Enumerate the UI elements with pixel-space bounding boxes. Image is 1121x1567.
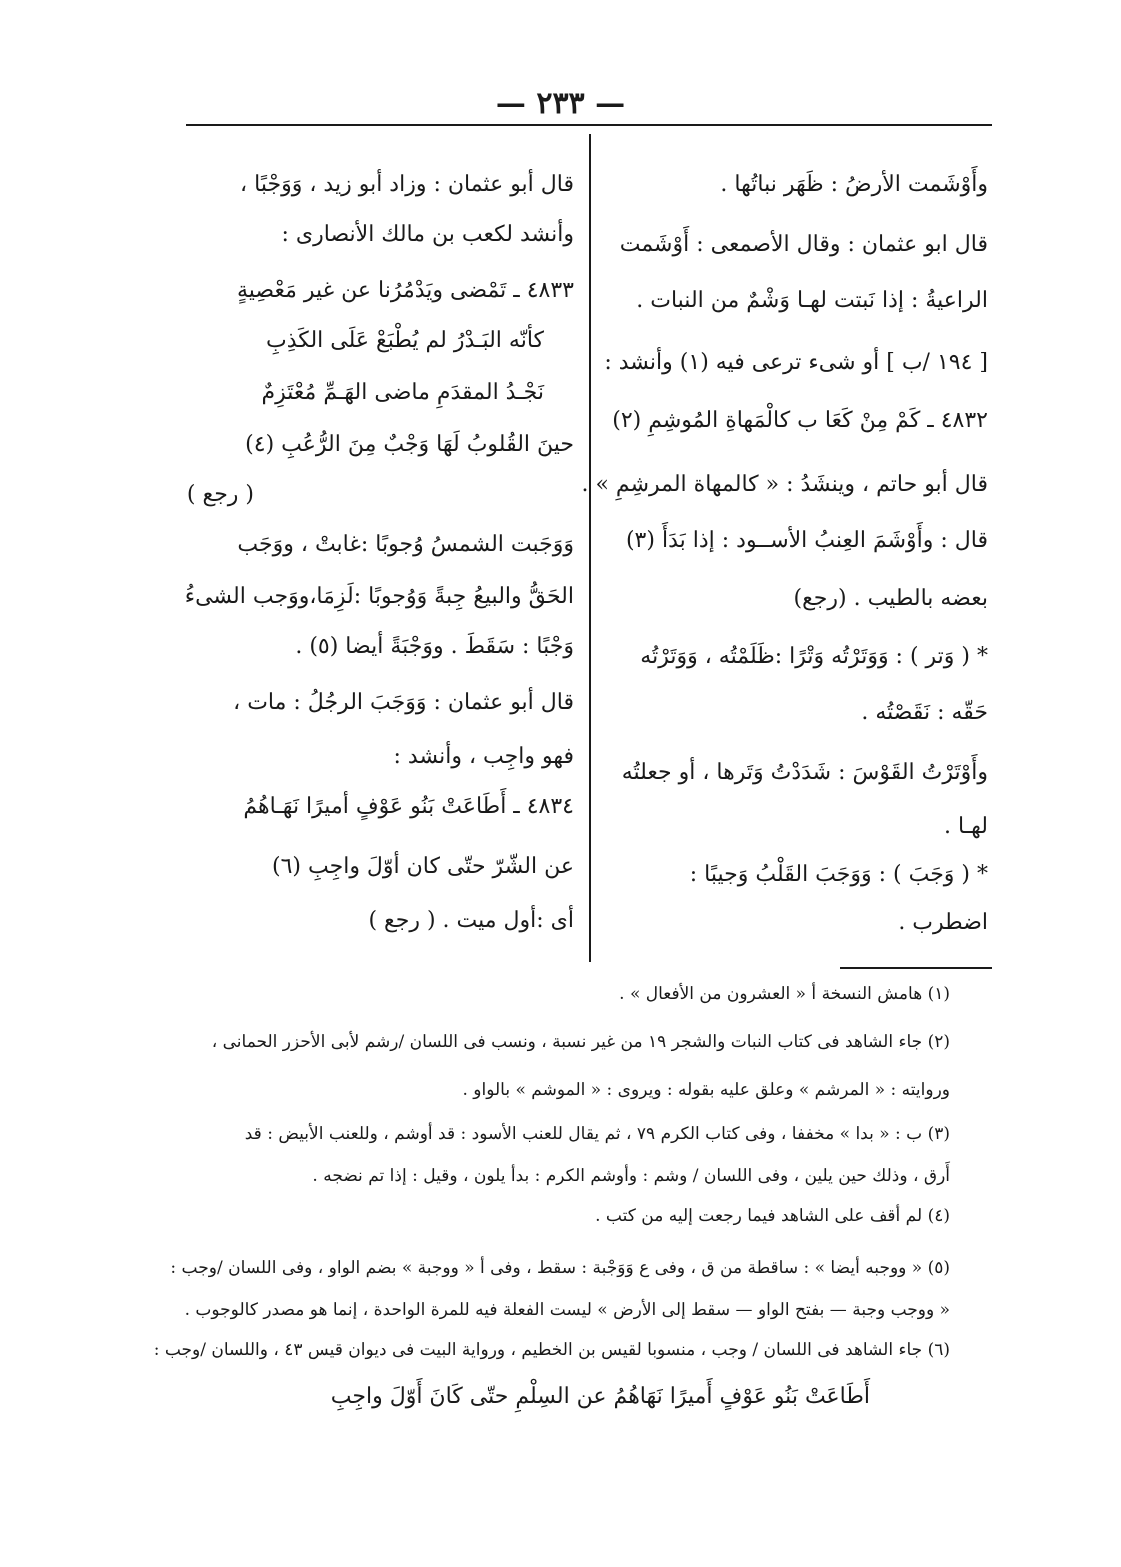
verse-line: ٤٨٣٢ ـ كَمْ مِنْ كَعَا ب كالْمَهاةِ المُوشِمِ (٢) (612, 408, 988, 433)
verse-line: حينَ القُلوبُ لَهَا وَجْبٌ مِنَ الرُّعُبِ (٤) (245, 432, 574, 457)
text-line: لهـا . (944, 814, 988, 839)
footnote-rule (840, 967, 992, 969)
text-line: وَجْبًا : سَقَطَ . ووَجْبَةً أيضا (٥) . (295, 634, 574, 659)
text-line: حَقّه : نَقَصْتُه . (861, 700, 988, 725)
text-line: وأَوْشَمت الأرضُ : ظَهَر نباتُها . (720, 172, 988, 197)
text-line: بعضه بالطيب . (رجع) (793, 586, 988, 611)
text-line: وَوَجَبت الشمسُ وُجوبًا :غابتْ ، ووَجَب (237, 532, 574, 557)
verse-line: كأنّه البَـدْرُ لم يُطْبَعْ عَلَى الكَذِبِ (266, 328, 544, 353)
text-line: قال : وأَوْشَمَ العِنبُ الأســود : إذا بَدَأَ (٣) (625, 528, 988, 553)
footnote: وروايته : « المرشم » وعلق عليه بقوله : ويروى : « الموشم » بالواو . (462, 1080, 950, 1100)
footnote: أَرق ، وذلك حين يلين ، وفى اللسان / وشم : وأوشم الكرم : بدأ يلون ، وقيل : إذا تم نضجه . (312, 1166, 950, 1186)
text-line: الحَقُّ والبيعُ جِبةً وَوُجوبًا :لَزِمَا،ووَجب الشىءُ (184, 584, 574, 609)
page-number: — ٢٣٣ — (495, 86, 626, 121)
text-line: قال أبو حاتم ، وينشَدُ : « كالمهاة المرشِمِ » . (581, 472, 988, 497)
verse-line: ٤٨٣٤ ـ أَطَاعَتْ بَنُو عَوْفٍ أميرًا نَهَـاهُمُ (243, 794, 574, 819)
verse-line: ٤٨٣٣ ـ تَمْضى ويَدْمُرُنا عن غير مَعْصِيةٍ (236, 278, 574, 303)
column-divider (589, 134, 591, 962)
footnote: (١) هامش النسخة أ « العشرون من الأفعال » . (619, 984, 950, 1004)
footnote: (٤) لم أقف على الشاهد فيما رجعت إليه من كتب . (595, 1206, 950, 1226)
entry-heading: * ( وَتر ) : وَوَتَرْتُه وَتْرًا :ظَلَمْتُه ، وَوَتَرْتُه (640, 644, 988, 669)
footnote: (٦) جاء الشاهد فى اللسان / وجب ، منسوبا لقيس بن الخطيم ، ورواية البيت فى ديوان قيس ٤٣ ، واللسان /وجب : (153, 1340, 950, 1360)
footnote: (٥) « ووجبه أيضا » : ساقطة من ق ، وفى ع وَوَجْبة : سقط ، وفى أ « ووجبة » بضم الواو ، وفى اللسان /وجب : (170, 1258, 950, 1278)
verse-line: نَجْـدُ المقدَمِ ماضى الهَـمِّ مُعْتَزِمٌ (261, 380, 544, 405)
text-line: وأَوْتَرْتُ القَوْسَ : شَدَدْتُ وَتَرها ، أو جعلتُه (621, 760, 988, 785)
text-line: اضطرب . (898, 910, 988, 935)
text-line: ( رجع ) (186, 482, 254, 507)
text-line: فهو واجِب ، وأنشد : (393, 744, 574, 769)
entry-heading: * ( وَجَبَ ) : وَوَجَبَ القَلْبُ وَجيبًا : (689, 862, 988, 887)
footnote: (٣) ب : « بدا » مخففا ، وفى كتاب الكرم ٧٩ ، ثم يقال للعنب الأسود : قد أوشم ، وللعنب الأبيض : قد (244, 1124, 950, 1144)
text-line: قال أبو عثمان : وَوَجَبَ الرجُلُ : مات ، (233, 690, 574, 715)
text-line: أى :أول ميت . ( رجع ) (368, 908, 574, 933)
text-line: الراعيةُ : إذا نَبتت لهـا وَشْمٌ من النبات . (636, 288, 988, 313)
header-rule (186, 124, 992, 126)
text-line: قال ابو عثمان : وقال الأصمعى : أَوْشَمت (619, 232, 988, 257)
footnote-verse: أَطَاعَتْ بَنُو عَوْفٍ أَميرًا نَهَاهُمُ عن السِلْمِ حتّى كَانَ أَوّلَ واجِبِ (330, 1384, 870, 1409)
text-line: وأنشد لكعب بن مالك الأنصارى : (281, 222, 574, 247)
footnote: « ووجب وجبة — بفتح الواو — سقط إلى الأرض » ليست الفعلة فيه للمرة الواحدة ، إنما هو مصدر كالوجوب . (184, 1300, 950, 1320)
footnote: (٢) جاء الشاهد فى كتاب النبات والشجر ١٩ من غير نسبة ، ونسب فى اللسان /رشم لأبى الأحزر الحمانى ، (211, 1032, 950, 1052)
text-line: [ ١٩٤ /ب ] أو شىء ترعى فيه (١) وأنشد : (604, 350, 988, 375)
text-line: قال أبو عثمان : وزاد أبو زيد ، وَوَجْبًا ، (240, 172, 574, 197)
verse-line: عن الشّرّ حتّى كان أوّلَ واجِبِ (٦) (272, 854, 574, 879)
